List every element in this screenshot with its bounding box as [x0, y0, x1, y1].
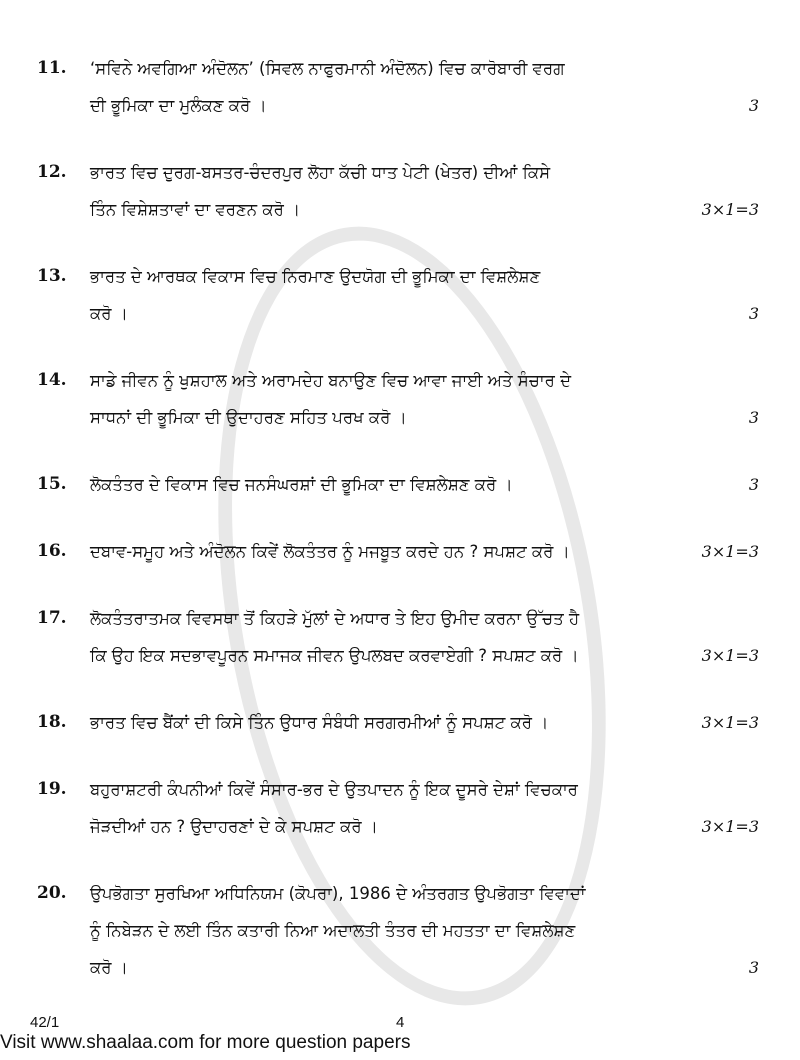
question-text-line: ਲੋਕਤੰਤਰ ਦੇ ਵਿਕਾਸ ਵਿਚ ਜਨਸੰਘਰਸ਼ਾਂ ਦੀ ਭੂਮਿਕਾ ਦਾ ਵਿਸ਼ਲੇਸ਼ਣ ਕਰੋ ।	[90, 475, 513, 494]
question-19	[37, 771, 759, 845]
question-14	[37, 362, 759, 436]
question-text-line: ਤਿੰਨ ਵਿਸ਼ੇਸ਼ਤਾਵਾਂ ਦਾ ਵਰਣਨ ਕਰੋ ।	[90, 200, 301, 219]
question-text	[90, 362, 697, 436]
marks: 3	[748, 475, 759, 494]
question-text-line: ਦਬਾਵ-ਸਮੂਹ ਅਤੇ ਅੰਦੋਲਨ ਕਿਵੇਂ ਲੋਕਤੰਤਰ ਨੂੰ ਮਜਬੂਤ ਕਰਦੇ ਹਨ ? ਸਪਸ਼ਟ ਕਰੋ ।	[90, 542, 570, 561]
question-number: 18.	[37, 712, 67, 732]
question-20	[37, 875, 759, 986]
question-text-line: ਦੀ ਭੂਮਿਕਾ ਦਾ ਮੁਲੰਕਣ ਕਰੋ ।	[90, 96, 267, 115]
question-text-line: ਭਾਰਤ ਵਿਚ ਦੁਰਗ-ਬਸਤਰ-ਚੰਦਰਪੁਰ ਲੋਹਾ ਕੱਚੀ ਧਾਤ ਪੇਟੀ (ਖੇਤਰ) ਦੀਆਂ ਕਿਸੇ	[90, 163, 551, 182]
question-text-line: ਬਹੁਰਾਸ਼ਟਰੀ ਕੰਪਨੀਆਂ ਕਿਵੇਂ ਸੰਸਾਰ-ਭਰ ਦੇ ਉਤਪਾਦਨ ਨੂੰ ਇਕ ਦੂਸਰੇ ਦੇਸ਼ਾਂ ਵਿਚਕਾਰ	[90, 780, 578, 799]
question-text-line: ਕਰੋ ।	[90, 958, 128, 977]
question-18	[37, 704, 759, 741]
question-13	[37, 258, 759, 332]
paper-code: 42/1	[30, 1014, 60, 1031]
question-number: 20.	[37, 883, 67, 903]
question-number: 16.	[37, 541, 67, 561]
question-text-line: ਸਾਡੇ ਜੀਵਨ ਨੂੰ ਖੁਸ਼ਹਾਲ ਅਤੇ ਅਰਾਮਦੇਹ ਬਨਾਉਣ ਵਿਚ ਆਵਾ ਜਾਈ ਅਤੇ ਸੰਚਾਰ ਦੇ	[90, 371, 572, 390]
question-15	[37, 466, 759, 503]
marks: 3	[748, 96, 759, 115]
question-17	[37, 600, 759, 674]
question-text-line: ਜੋੜਦੀਆਂ ਹਨ ? ਉਦਾਹਰਣਾਂ ਦੇ ਕੇ ਸਪਸ਼ਟ ਕਰੋ ।	[90, 817, 378, 836]
question-number: 12.	[37, 162, 67, 182]
visit-link[interactable]: Visit www.shaalaa.com for more question papers	[0, 1032, 411, 1053]
marks: 3×1=3	[701, 713, 759, 732]
question-number: 15.	[37, 474, 67, 494]
question-text	[90, 258, 697, 332]
question-text	[90, 771, 697, 845]
question-text	[90, 600, 697, 674]
marks: 3×1=3	[701, 200, 759, 219]
page-number: 4	[396, 1014, 405, 1031]
question-number: 13.	[37, 266, 67, 286]
question-list	[37, 0, 759, 986]
question-text	[90, 154, 697, 228]
question-text	[90, 466, 697, 503]
question-text-line: ਉਪਭੋਗਤਾ ਸੁਰਖਿਆ ਅਧਿਨਿਯਮ (ਕੋਪਰਾ), 1986 ਦੇ ਅੰਤਰਗਤ ਉਪਭੋਗਤਾ ਵਿਵਾਦਾਂ	[90, 884, 586, 903]
question-text	[90, 875, 697, 986]
marks: 3	[748, 958, 759, 977]
question-text-line: ਕਿ ਉਹ ਇਕ ਸਦਭਾਵਪੂਰਨ ਸਮਾਜਕ ਜੀਵਨ ਉਪਲਬਦ ਕਰਵਾਏਗੀ ? ਸਪਸ਼ਟ ਕਰੋ ।	[90, 646, 579, 665]
question-16	[37, 533, 759, 570]
question-text	[90, 50, 697, 124]
question-text-line: ਭਾਰਤ ਵਿਚ ਬੈਂਕਾਂ ਦੀ ਕਿਸੇ ਤਿੰਨ ਉਧਾਰ ਸੰਬੰਧੀ ਸਰਗਰਮੀਆਂ ਨੂੰ ਸਪਸ਼ਟ ਕਰੋ ।	[90, 713, 549, 732]
question-number: 14.	[37, 370, 67, 390]
marks: 3×1=3	[701, 817, 759, 836]
question-12	[37, 154, 759, 228]
question-text-line: ਨੂੰ ਨਿਬੇੜਨ ਦੇ ਲਈ ਤਿੰਨ ਕਤਾਰੀ ਨਿਆ ਅਦਾਲਤੀ ਤੰਤਰ ਦੀ ਮਹਤਤਾ ਦਾ ਵਿਸ਼ਲੇਸ਼ਣ	[90, 921, 576, 940]
question-text-line: ਸਾਧਨਾਂ ਦੀ ਭੂਮਿਕਾ ਦੀ ਉਦਾਹਰਣ ਸਹਿਤ ਪਰਖ ਕਰੋ ।	[90, 408, 407, 427]
marks: 3×1=3	[701, 542, 759, 561]
marks: 3	[748, 304, 759, 323]
footer-row	[0, 1014, 800, 1032]
question-number: 11.	[37, 58, 67, 78]
marks: 3×1=3	[701, 646, 759, 665]
question-text	[90, 704, 697, 741]
question-number: 19.	[37, 779, 67, 799]
marks: 3	[748, 408, 759, 427]
question-text-line: ਭਾਰਤ ਦੇ ਆਰਥਕ ਵਿਕਾਸ ਵਿਚ ਨਿਰਮਾਣ ਉਦਯੋਗ ਦੀ ਭੂਮਿਕਾ ਦਾ ਵਿਸ਼ਲੇਸ਼ਣ	[90, 267, 541, 286]
question-11	[37, 50, 759, 124]
question-number: 17.	[37, 608, 67, 628]
question-text-line: ‘ਸਵਿਨੇ ਅਵਗਿਆ ਅੰਦੋਲਨ’ (ਸਿਵਲ ਨਾਫੁਰਮਾਨੀ ਅੰਦੋਲਨ) ਵਿਚ ਕਾਰੋਬਾਰੀ ਵਰਗ	[90, 59, 565, 78]
question-text-line: ਲੋਕਤੰਤਰਾਤਮਕ ਵਿਵਸਥਾ ਤੋਂ ਕਿਹੜੇ ਮੁੱਲਾਂ ਦੇ ਅਧਾਰ ਤੇ ਇਹ ਉਮੀਦ ਕਰਨਾ ਉੱਚਤ ਹੈ	[90, 609, 580, 628]
question-text	[90, 533, 697, 570]
question-text-line: ਕਰੋ ।	[90, 304, 128, 323]
